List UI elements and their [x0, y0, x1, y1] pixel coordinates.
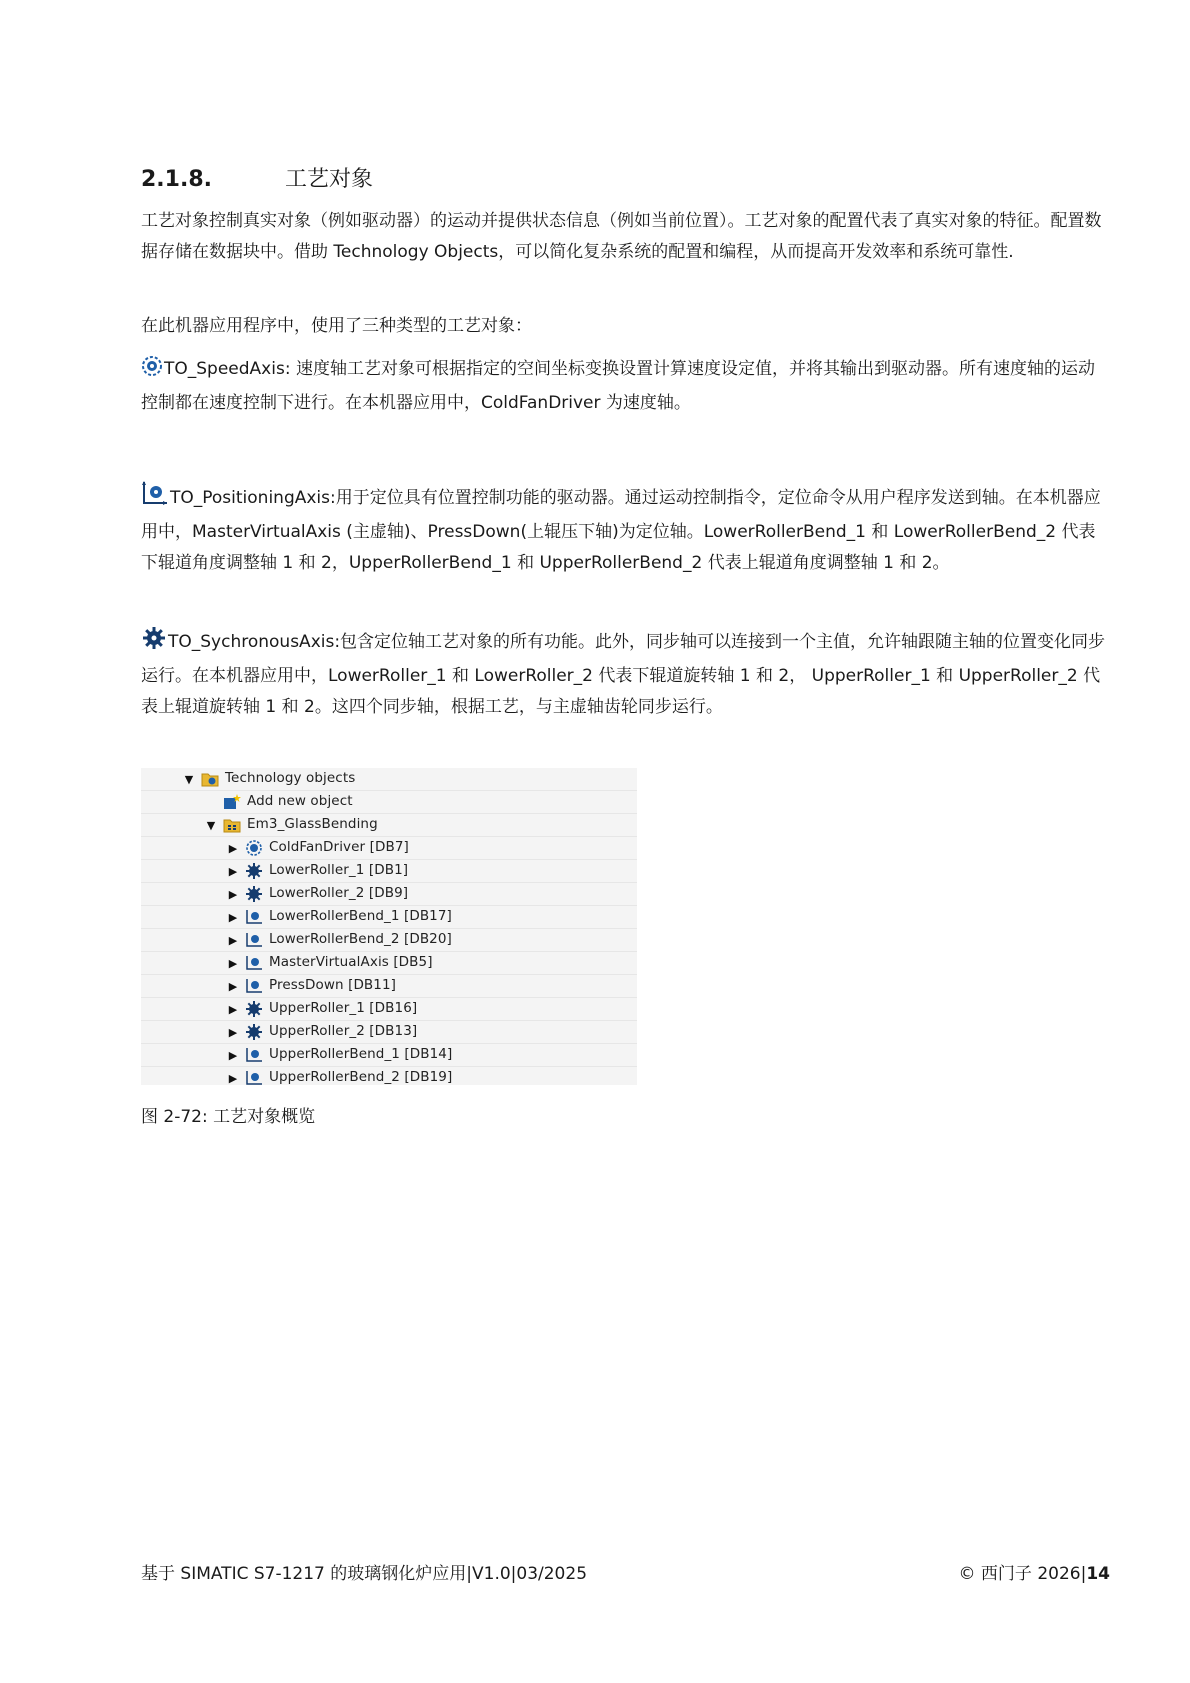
group-label: Em3_GlassBending [247, 816, 378, 832]
section-title: 工艺对象 [285, 167, 374, 192]
collapsed-arrow-icon[interactable]: ▶ [228, 956, 238, 970]
intro-paragraph: 工艺对象控制真实对象（例如驱动器）的运动并提供状态信息（例如当前位置）。工艺对象的配置代表了真实对象的特征。配置数据存储在数据块中。借助 Technology Objects，可以简化复杂系统的配置和编程，从而提高开发效率和系统可靠性. [141, 211, 1102, 262]
page-number: 14 [1086, 1564, 1110, 1584]
tree-item-label: MasterVirtualAxis [DB5] [269, 954, 433, 970]
positioning-axis-icon [245, 909, 263, 925]
tree-item[interactable] [141, 1044, 637, 1067]
tree-item-label: UpperRoller_2 [DB13] [269, 1023, 418, 1039]
positioning-axis-icon [141, 480, 169, 517]
footer-copyright [959, 1559, 1110, 1584]
tree-group-em3-glassbending[interactable] [141, 814, 637, 837]
tree-item[interactable] [141, 998, 637, 1021]
tree-item[interactable] [141, 975, 637, 998]
tree-add-new-object[interactable] [141, 791, 637, 814]
add-new-object-label: Add new object [247, 793, 353, 809]
technology-folder-icon [201, 771, 219, 787]
collapsed-arrow-icon[interactable]: ▶ [228, 979, 238, 993]
tree-item-label: LowerRollerBend_1 [DB17] [269, 908, 452, 924]
types-intro-paragraph: 在此机器应用程序中，使用了三种类型的工艺对象： [141, 316, 532, 336]
positioning-axis-icon [245, 1047, 263, 1063]
collapsed-arrow-icon[interactable]: ▶ [228, 841, 238, 855]
collapsed-arrow-icon[interactable]: ▶ [228, 910, 238, 924]
collapsed-arrow-icon[interactable]: ▶ [228, 1025, 238, 1039]
tree-item-label: UpperRollerBend_1 [DB14] [269, 1046, 453, 1062]
figure-caption: 图 2-72: 工艺对象概览 [141, 1107, 316, 1127]
footer-copyright-text: © 西门子 2026| [958, 1564, 1087, 1584]
synchronous-axis-icon [245, 1024, 263, 1040]
speed-axis-icon [141, 355, 163, 388]
collapsed-arrow-icon[interactable]: ▶ [228, 864, 238, 878]
synchronous-axis-icon [245, 886, 263, 902]
synchronous-axis-icon [245, 1001, 263, 1017]
tree-root-label: Technology objects [225, 770, 356, 786]
tree-item[interactable] [141, 952, 637, 975]
synchronous-axis-icon [141, 626, 167, 661]
collapsed-arrow-icon[interactable]: ▶ [228, 933, 238, 947]
tree-item[interactable] [141, 837, 637, 860]
synchronous-axis-paragraph [141, 626, 1106, 723]
positioning-axis-paragraph [141, 480, 1106, 579]
expanded-arrow-icon[interactable]: ▼ [184, 772, 194, 786]
section-heading [141, 162, 373, 193]
tree-item-label: ColdFanDriver [DB7] [269, 839, 409, 855]
positioning-axis-text: TO_PositioningAxis:用于定位具有位置控制功能的驱动器。通过运动控制指令，定位命令从用户程序发送到轴。在本机器应用中，MasterVirtualAxis (主虚轴)、PressDown(上辊压下轴)为定位轴。LowerRollerBend_1 和 LowerRollerBend_2 代表下辊道角度调整轴 1 和 2，UpperRollerBend_1 和 UpperRollerBend_2 代表上辊道角度调整轴 1 和 2。 [141, 488, 1101, 573]
collapsed-arrow-icon[interactable]: ▶ [228, 1071, 238, 1085]
positioning-axis-icon [245, 955, 263, 971]
positioning-axis-icon [245, 1070, 263, 1086]
tree-item[interactable] [141, 929, 637, 952]
tree-item-label: UpperRollerBend_2 [DB19] [269, 1069, 453, 1085]
positioning-axis-icon [245, 932, 263, 948]
synchronous-axis-icon [245, 863, 263, 879]
technology-objects-tree [141, 768, 637, 1085]
tree-item-label: LowerRoller_2 [DB9] [269, 885, 409, 901]
expanded-arrow-icon[interactable]: ▼ [206, 818, 216, 832]
speed-axis-paragraph [141, 354, 1106, 419]
tree-item-label: UpperRoller_1 [DB16] [269, 1000, 418, 1016]
speed-axis-icon [245, 840, 263, 856]
collapsed-arrow-icon[interactable]: ▶ [228, 1002, 238, 1016]
positioning-axis-icon [245, 978, 263, 994]
tree-item[interactable] [141, 883, 637, 906]
tree-item-label: LowerRollerBend_2 [DB20] [269, 931, 452, 947]
section-number: 2.1.8. [141, 167, 212, 192]
tree-item-label: LowerRoller_1 [DB1] [269, 862, 409, 878]
tree-item[interactable] [141, 1067, 637, 1089]
tree-root-technology-objects[interactable] [141, 768, 637, 791]
tree-item-label: PressDown [DB11] [269, 977, 397, 993]
footer-document-title: 基于 SIMATIC S7-1217 的玻璃钢化炉应用|V1.0|03/2025 [141, 1564, 588, 1584]
tree-item[interactable] [141, 1021, 637, 1044]
group-folder-icon [223, 817, 241, 833]
collapsed-arrow-icon[interactable]: ▶ [228, 1048, 238, 1062]
tree-item[interactable] [141, 860, 637, 883]
collapsed-arrow-icon[interactable]: ▶ [228, 887, 238, 901]
synchronous-axis-text: TO_SychronousAxis:包含定位轴工艺对象的所有功能。此外，同步轴可以连接到一个主值，允许轴跟随主轴的位置变化同步运行。在本机器应用中，LowerRoller_1 和 LowerRoller_2 代表下辊道旋转轴 1 和 2， UpperRoller_1 和 UpperRoller_2 代表上辊道旋转轴 1 和 2。这四个同步轴，根据工艺，与主虚轴齿轮同步运行。 [141, 632, 1106, 717]
add-new-object-icon [223, 794, 241, 810]
speed-axis-text: TO_SpeedAxis: 速度轴工艺对象可根据指定的空间坐标变换设置计算速度设定值，并将其输出到驱动器。所有速度轴的运动控制都在速度控制下进行。在本机器应用中，ColdFanDriver 为速度轴。 [141, 359, 1095, 413]
tree-item[interactable] [141, 906, 637, 929]
